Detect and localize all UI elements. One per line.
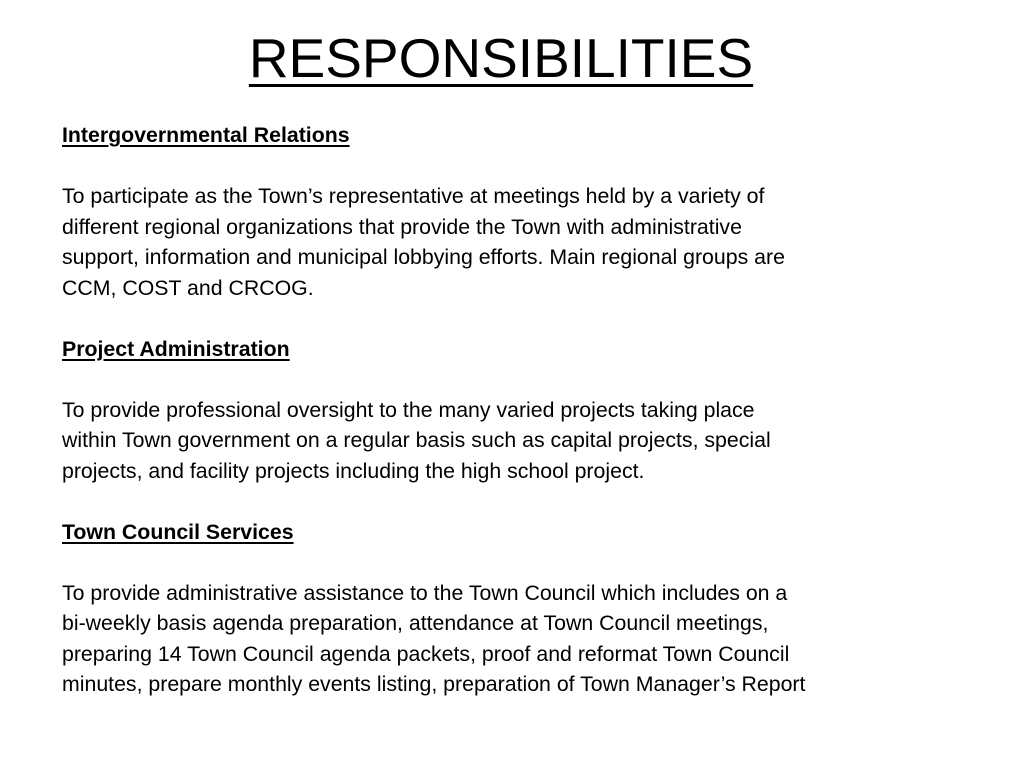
spacer	[62, 364, 982, 395]
section-paragraph	[62, 395, 982, 487]
paragraph-line: To provide professional oversight to the many varied projects taking place	[62, 397, 755, 422]
paragraph-line: bi-weekly basis agenda preparation, attendance at Town Council meetings,	[62, 611, 769, 635]
paragraph-line: To participate as the Town’s representative at meetings held by a variety of	[62, 184, 765, 208]
spacer	[62, 486, 982, 517]
spacer	[62, 547, 982, 578]
slide-title: RESPONSIBILITIES	[248, 27, 754, 89]
slide-body	[62, 120, 982, 700]
spacer	[62, 303, 982, 334]
section-heading: Town Council Services	[62, 519, 294, 544]
section-project-administration	[62, 334, 982, 487]
spacer	[62, 151, 982, 182]
section-paragraph	[62, 578, 982, 700]
paragraph-line: To provide administrative assistance to the Town Council which includes on a	[62, 580, 788, 605]
paragraph-line: preparing 14 Town Council agenda packets, proof and reformat Town Council	[62, 641, 790, 666]
paragraph-line: minutes, prepare monthly events listing, preparation of Town Manager’s Report	[62, 672, 806, 696]
paragraph-line: within Town government on a regular basis such as capital projects, special	[62, 428, 771, 452]
section-town-council-services	[62, 517, 982, 700]
paragraph-line: support, information and municipal lobbying efforts. Main regional groups are	[62, 245, 785, 269]
section-intergovernmental-relations	[62, 120, 982, 303]
paragraph-line: projects, and facility projects including the high school project.	[62, 458, 645, 483]
section-heading: Project Administration	[62, 336, 290, 361]
paragraph-line: different regional organizations that provide the Town with administrative	[62, 214, 742, 239]
section-heading: Intergovernmental Relations	[62, 123, 350, 147]
paragraph-line: CCM, COST and CRCOG.	[62, 275, 314, 300]
section-paragraph	[62, 181, 982, 303]
